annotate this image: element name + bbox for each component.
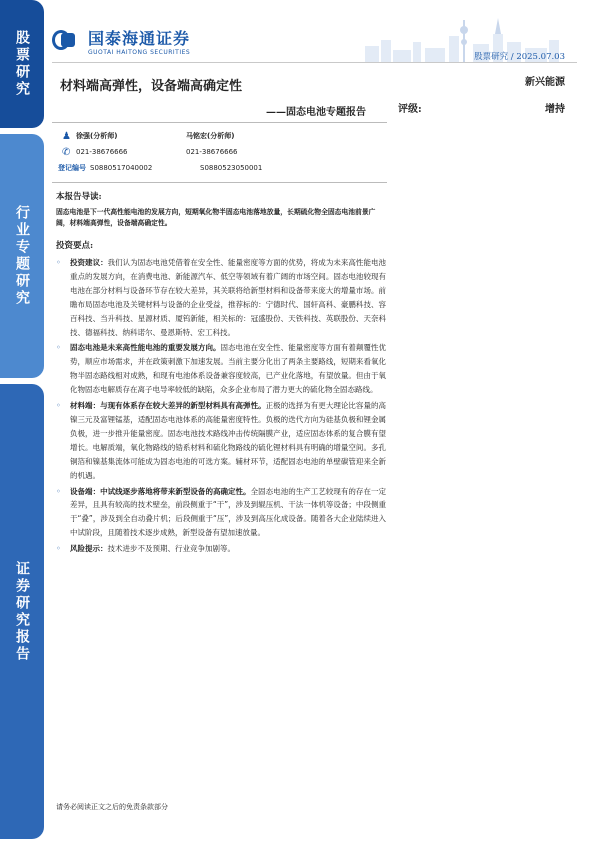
analyst-phone: 021-38676666 bbox=[76, 148, 128, 156]
analyst-name: 徐强(分析师) bbox=[76, 132, 118, 140]
guide-text: 固态电池是下一代高性能电池的发展方向，短期氧化物半固态电池落地放量，长期硫化物全固态电池前景广阔，材料端高弹性，设备端高确定性。 bbox=[56, 208, 376, 227]
bullet-icon: ◦ bbox=[56, 401, 61, 411]
sidebar-label: 行业专题研究 bbox=[14, 205, 30, 307]
phone-icon: ✆ bbox=[62, 146, 71, 158]
bullet-icon: ◦ bbox=[56, 258, 61, 267]
analyst-name: 马铭宏(分析师) bbox=[186, 132, 235, 140]
list-item bbox=[56, 542, 386, 556]
sidebar-tab-stock-research bbox=[0, 0, 44, 128]
list-item bbox=[56, 485, 386, 541]
bullet-icon: ◦ bbox=[56, 486, 61, 496]
rating-label: 评级: bbox=[398, 104, 422, 115]
point-lead: 投资建议： bbox=[70, 258, 108, 267]
report-subtitle: ——固态电池专题报告 bbox=[266, 107, 366, 118]
list-item bbox=[56, 341, 386, 397]
point-lead: 固态电池是未来高性能电池的重要发展方向。 bbox=[70, 343, 221, 353]
report-title: 材料端高弹性，设备端高确定性 bbox=[60, 79, 243, 94]
point-text: 技术进步不及预期、行业竞争加剧等。 bbox=[107, 544, 235, 554]
guide-heading: 本报告导读: bbox=[56, 192, 102, 202]
list-item bbox=[56, 256, 386, 339]
key-points-list bbox=[56, 256, 386, 558]
analyst-phone: 021-38676666 bbox=[186, 148, 238, 156]
rating-value: 增持 bbox=[545, 104, 565, 115]
person-icon: ♟ bbox=[62, 130, 71, 142]
logo-icon bbox=[52, 30, 82, 52]
disclaimer-footer: 请务必阅读正文之后的免责条款部分 bbox=[56, 803, 168, 811]
report-date: 股票研究 / 2025.07.03 bbox=[474, 52, 565, 62]
divider bbox=[52, 122, 387, 123]
bullet-icon: ◦ bbox=[56, 544, 61, 554]
analyst-certificate: S0880517040002 bbox=[90, 164, 153, 172]
header-divider bbox=[52, 62, 577, 63]
sidebar-label: 股票研究 bbox=[14, 30, 30, 98]
divider bbox=[52, 182, 387, 183]
logo-name-cn: 国泰海通证券 bbox=[88, 29, 191, 48]
key-points-heading: 投资要点: bbox=[56, 241, 94, 251]
point-text: 正极的选择为有更大理论比容量的高镍三元及富锂锰基，适配固态电池体系的高能量密度特性。负极的迭代方向为硅基负极和锂金属负极，进一步推升能量密度。固态电池技术路线冲击传统隔膜产业，适应固态体系的复合膜有望增长。电解质端，氧化物路线的锆系材料和硫化物路线的硫化锂材料具有明确的增量空间。多孔铜箔和镍基集流体可能成为固态电池的可选方案。辅材环节，适配固态电池的单壁碳管迎来全新的机遇。 bbox=[70, 401, 387, 480]
sidebar-tab-industry-research bbox=[0, 134, 44, 378]
industry-name: 新兴能源 bbox=[525, 77, 565, 88]
point-text: 我们认为固态电池凭借着在安全性、能量密度等方面的优势，将成为未来高性能电池重点的发展方向，在消费电池、新能源汽车、低空等领域有着广阔的市场空间。固态电池较现有电池在部分材料与设备环节存在较大差异，其关联将给新型材料和设备带来庞大的增量市场。前瞻布局固态电池及关键材料与设备的企业受益，推荐标的：宁德时代、国轩高科、豪鹏科技、容百科技、当升科技、星源材质、厦钨新能，相关标的：冠盛股份、天铁科技、英联股份、天奈科技、德福科技、纳科诺尔、曼恩斯特、宏工科技。 bbox=[70, 258, 387, 337]
sidebar-tab-securities-report bbox=[0, 384, 44, 839]
company-logo bbox=[52, 26, 190, 56]
point-text: 固态电池在安全性、能量密度等方面有着颠覆性优势，顺应市场需求，并在政策刺激下加速发展。当前主要分化出了两条主要路线，短期来看氧化物半固态路线相对成熟，和现有电池体系设备兼容度较高，已产业化落地，有望放量。但由于氧化物固态电解质存在离子电导率较低的缺陷，众多企业布局了潜力更大的硫化物全固态路线。 bbox=[70, 343, 387, 395]
analyst-certificate: S0880523050001 bbox=[200, 164, 263, 172]
point-lead: 设备端：中试线逐步落地将带来新型设备的高确定性。 bbox=[70, 486, 251, 496]
logo-name-en: GUOTAI HAITONG SECURITIES bbox=[88, 49, 191, 56]
list-item bbox=[56, 399, 386, 482]
sidebar-label: 证券研究报告 bbox=[14, 560, 30, 663]
analyst-info: ♟ 徐强(分析师) 马铭宏(分析师) ✆ 021-38676666 021-38676666 登记编号 S0880517040002 S0880523050001 bbox=[62, 128, 320, 176]
point-text: 全固态电池的生产工艺较现有的存在一定差异，且具有较高的技术壁垒，前段侧重于“干”，涉及到辊压机、干法一体机等设备；中段侧重于“叠”，涉及到全自动叠片机；后段侧重于“压”，涉及到高压化成设备。随着各大企业陆续进入中试阶段，且随着技术逐步成熟，新型设备有望加速放量。 bbox=[70, 486, 387, 538]
bullet-icon: ◦ bbox=[56, 343, 61, 353]
point-lead: 材料端：与现有体系存在较大差异的新型材料具有高弹性。 bbox=[70, 401, 266, 411]
point-lead: 风险提示： bbox=[70, 544, 108, 554]
